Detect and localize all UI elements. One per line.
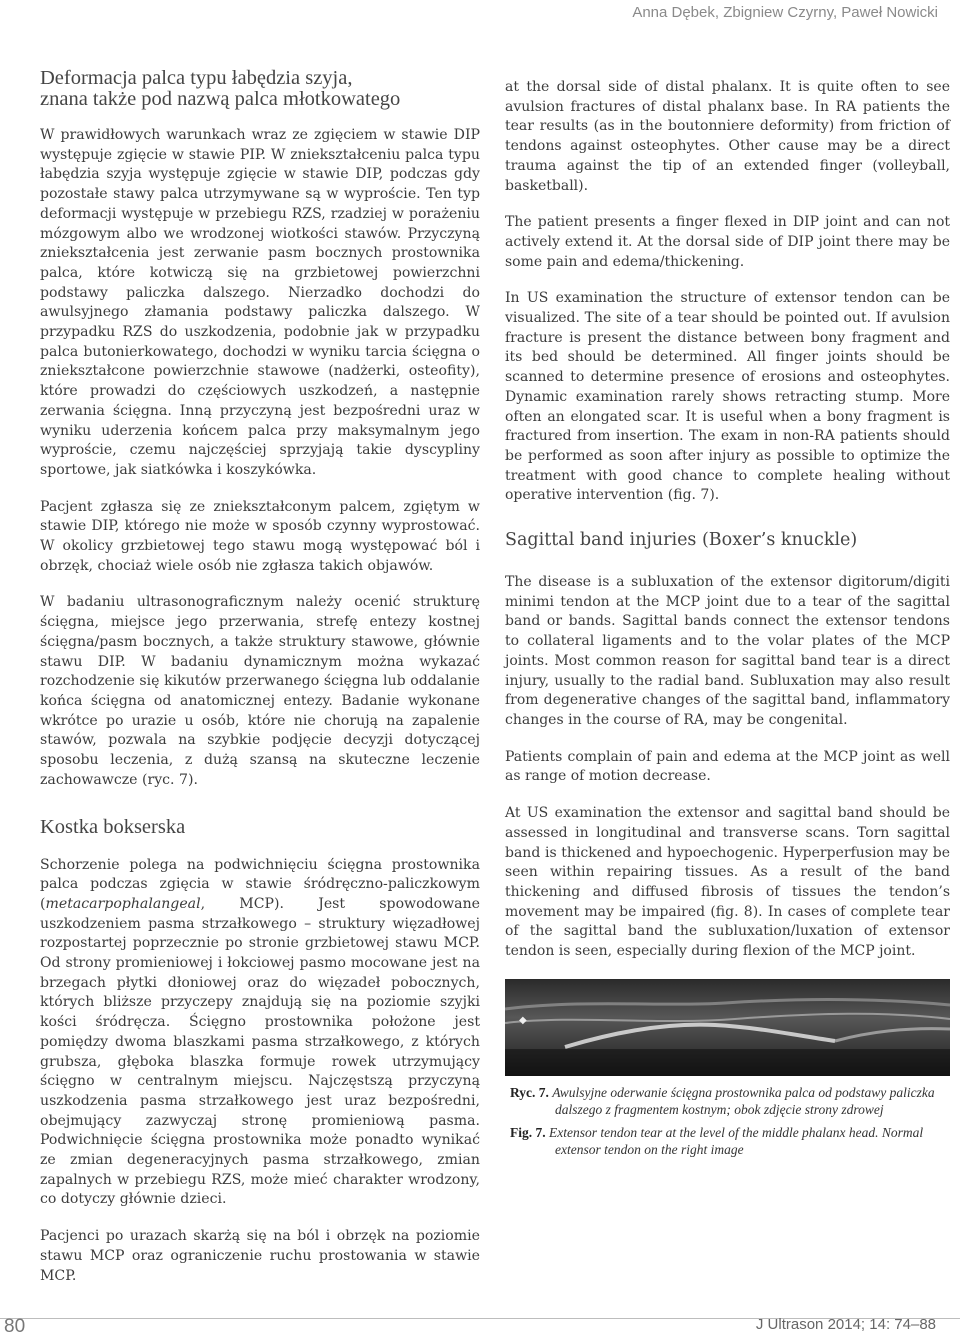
paragraph-text: Schorzenie polega na podwichnięciu ścięgna prostownika palca podczas zgięcia w stawie śródręczno-paliczkowym (	[40, 856, 480, 912]
right-column	[505, 78, 950, 1164]
paragraph: Pacjenci po urazach skarżą się na ból i obrzęk na poziomie stawu MCP oraz ograniczenie ruchu prostowania w stawie MCP.	[40, 1228, 480, 1284]
caption-text: Extensor tendon tear at the level of the middle phalanx head. Normal extensor tendon on the right image	[549, 1124, 924, 1157]
journal-reference: J Ultrason 2014; 14: 74–88	[755, 1316, 936, 1333]
paragraph: W prawidłowych warunkach wraz ze zgięciem w stawie DIP występuje zgięcie w stawie PIP. W zniekształceniu palca typu łabędzia szyja występuje zgięcie w stawie DIP, podczas gdy pozostałe stawy palca utrzymywane są w wyproście. Ten typ deformacji występuje w przebiegu RZS, rzadziej w porażeniu mózgowym albo we wrodzonej wiotkości stawów. Przyczyną zniekształcenia jest zerwanie pasm bocznych prostownika palca, które kotwiczą się na grzbietowej powierzchni podstawy paliczka dalszego. Nierzadko dochodzi do awulsyjnego złamania podstawy paliczka dalszego. W przypadku RZS do uszkodzenia, podobnie jak w przypadku palca butonierkowatego, dochodzi w wyniku tarcia ścięgna o zniekształcone powierzchnie stawowe (nadżerki, osteofity), które prowadzi do częściowych uszkodzeń, a następnie zerwania ścięgna. Inną przyczyną jest bezpośredni uraz w wyniku uderzenia końcem palca przy maksymalnym jego wyproście, czemu najczęściej sprzyjają takie dyscypliny sportowe, jak siatkówka i koszykówka.	[40, 127, 480, 478]
figure-captions	[505, 1084, 950, 1158]
section-heading-line-2: znana także pod nazwą palca młotkowatego	[40, 88, 401, 110]
paragraph: Patients complain of pain and edema at the MCP joint as well as range of motion decrease.	[505, 748, 950, 785]
section-heading-swan-neck	[40, 68, 480, 110]
paragraph: The disease is a subluxation of the extensor digitorum/digiti minimi tendon at the MCP joint due to a tear of the sagittal band or bands. Sagittal bands connect the extensor tendons to collateral ligaments and to the volar plates of the MCP joints. Most common reason for sagittal band tear is a direct injury, usually to the radial band. Subluxation may also result from degenerative changes of the sagittal band, inflammatory changes in the course of RA, may be congenital.	[505, 574, 950, 728]
paragraph: at the dorsal side of distal phalanx. It is quite often to see avulsion fractures of distal phalanx base. In RA patients the tear results (as in the boutonniere deformity) from friction of tendons against osteophytes. Other cause may be a direct trauma against the tip of an extended finger (volleyball, basketball).	[505, 79, 950, 194]
ultrasound-image	[505, 979, 950, 1076]
section-heading-boxers-knuckle-pl: Kostka bokserska	[40, 815, 186, 838]
figure-caption-en	[505, 1124, 950, 1158]
paragraph: W badaniu ultrasonograficznym należy ocenić strukturę ścięgna, miejsce jego przerwania, strefę entezy kostnej ścięgna/pasm bocznych, a także struktury stawowe, głównie stawu DIP. W badaniu dynamicznym można wykazać rozchodzenie się kikutów przerwanego ścięgna lub oddalanie końca ścięgna od anatomicznej entezy. Badanie wykonane wkrótce po urazie u osób, które nie chorują na zapalenie stawów, pozwala na szybkie podjęcie decyzji dotyczącej sposobu leczenia, z dużą szansą na skuteczne leczenie zachowawcze (ryc. 7).	[40, 594, 480, 788]
paragraph	[40, 856, 480, 1211]
marker-glyph: ◆	[519, 1014, 527, 1026]
caption-label: Fig. 7.	[510, 1124, 546, 1140]
ultrasound-scan-graphic	[505, 979, 950, 1076]
figure-caption-pl	[505, 1084, 950, 1118]
left-column	[40, 68, 480, 1303]
paragraph: The patient presents a finger flexed in DIP joint and can not actively extend it. At the dorsal side of DIP joint there may be some pain and edema/thickening.	[505, 214, 950, 270]
caption-label: Ryc. 7.	[510, 1084, 549, 1100]
paragraph-text: , MCP). Jest spowodowane uszkodzeniem pasma strzałkowego – struktury więzadłowej rozpostartej poprzecznie po stronie grzbietowej stawu MCP. Od strony promieniowej i łokciowej pasmo mocowane jest na brzegach płytki dłoniowej oraz do więzadeł pobocznych, których bliższe przyczepy znajdują się na poziomie szyjki kości śródręcza. Ścięgno prostownika położone jest pomiędzy dwoma blaszkami pasma strzałkowego, z których grubsza, głęboka blaszka formuje rowek utrzymujący ścięgno w centralnym miejscu. Najczęstszą przyczyną uszkodzenia pasma strzałkowego jest uraz bezpośredni, obejmujący zazwyczaj stronę promieniową pasma. Podwichnięcie ścięgna prostownika może ponadto wynikać ze zmian degeneracyjnych pasma strzałkowego, zmian zapalnych w przebiegu RZS, może mieć charakter wrodzony, co dotyczy głównie dzieci.	[40, 895, 480, 1208]
paragraph: In US examination the structure of extensor tendon can be visualized. The site of a tear should be pointed out. If avulsion fracture is present the distance between bony fragment and its bed should be determined. All finger joints should be scanned to determine presence of erosions and osteophytes. Dynamic examination rarely shows retracting stump. More often an elongated scar. It is useful when a bony fragment is fractured from insertion. The exam in non-RA patients should be performed as soon after injury as possible to optimize the treatment with good chance to complete healing without operative intervention (fig. 7).	[505, 290, 950, 504]
italic-term: metacarpophalangeal	[45, 895, 201, 912]
running-header-authors: Anna Dębek, Zbigniew Czyrny, Paweł Nowicki	[632, 4, 938, 21]
section-heading-sagittal-band: Sagittal band injuries (Boxer’s knuckle)	[505, 530, 858, 551]
caption-text: Awulsyjne oderwanie ścięgna prostownika palca od podstawy paliczka dalszego z fragmentem kostnym; obok zdjęcie strony zdrowej	[552, 1084, 935, 1117]
page-number: 80	[4, 1316, 26, 1337]
paragraph: At US examination the extensor and sagittal band should be assessed in longitudinal and transverse scans. Torn sagittal band is thickened and hypoechogenic. Hyperperfusion may be seen within repairing tissues. As a result of the band thickening and diffused fibrosis of tissues the tendon’s movement may be impaired (fig. 8). In cases of complete tear of the sagittal band the subluxation/luxation of extensor tendon is seen, especially during flexion of the MCP joint.	[505, 805, 950, 960]
section-heading-line-1: Deformacja palca typu łabędzia szyja,	[40, 67, 353, 89]
paragraph: Pacjent zgłasza się ze zniekształconym palcem, zgiętym w stawie DIP, którego nie może w sposób czynny wyprostować. W okolicy grzbietowej tego stawu mogą występować ból i obrzęk, chociaż wiele osób nie zgłasza takich objawów.	[40, 498, 480, 574]
